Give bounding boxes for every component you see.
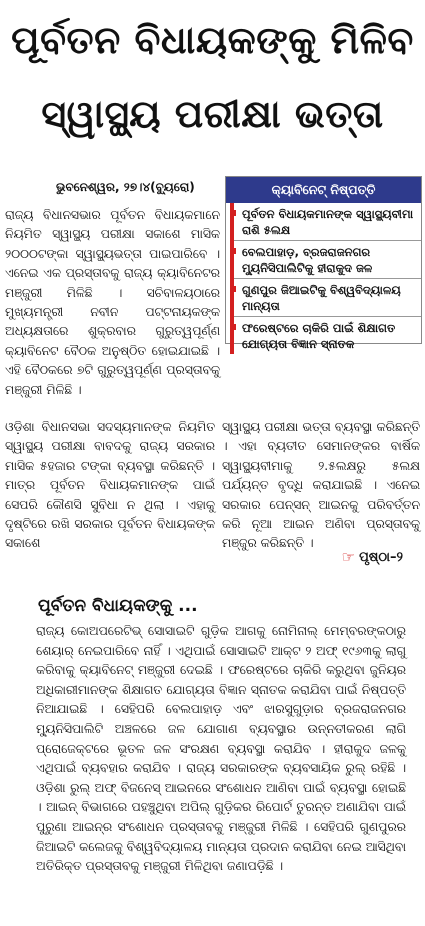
decision-item	[234, 279, 421, 317]
pointing-hand-icon: ☞	[341, 548, 356, 566]
headline-line-2: ସ୍ୱାସ୍ଥ୍ୟ ପରୀକ୍ଷା ଭତ୍ତା	[41, 92, 384, 136]
decision-text: ବେଲପାହାଡ଼, ବ୍ରଜରାଜନଗର ମ୍ୟୁନିସିପାଲିଟିକୁ ହୀରାକୁଦ ଜଳ	[242, 245, 373, 275]
article-body-lower-left	[5, 418, 215, 554]
article-body-right	[222, 418, 420, 554]
bullet-icon	[230, 286, 236, 292]
decision-item	[234, 241, 421, 279]
cabinet-decisions-box	[225, 176, 422, 351]
continued-label: ପୃଷ୍ଠା–୨	[359, 549, 403, 565]
continued-on-page-link[interactable]	[342, 548, 403, 566]
bullet-icon	[230, 210, 236, 216]
dateline: ଭୁବନେଶ୍ୱର, ୨୭।୪(ବ୍ୟୁରୋ)	[56, 180, 195, 194]
headline-line-1: ପୂର୍ବତନ ବିଧାୟକଙ୍କୁ ମିଳିବ	[11, 18, 414, 62]
paragraph: ରାଜ୍ୟ ବିଧାନସଭାର ପୂର୍ବତନ ବିଧାୟକମାନେ ନିୟମିତ ସ୍ୱାସ୍ଥ୍ୟ ପରୀକ୍ଷା ସକାଶେ ମାସିକ ୨୦୦୦ଟଙ୍କା ସ୍ୱାସ୍ଥ୍ୟଭତ୍ତା ପାଇପାରିବେ । ଏନେଇ ଏକ ପ୍ରସ୍ତାବକୁ ରାଜ୍ୟ କ୍ୟାବିନେଟର ମଞ୍ଜୁରୀ ମିଳିଛି । ସଚିବାଳୟଠାରେ ମୁଖ୍ୟମନ୍ତ୍ରୀ ନବୀନ ପଟ୍ଟନାୟକଙ୍କ ଅଧ୍ୟକ୍ଷତାରେ ଶୁକ୍ରବାର ଗୁରୁତ୍ୱପୂର୍ଣ୍ଣ କ୍ୟାବିନେଟ ବୈଠକ ଅନୁଷ୍ଠିତ ହୋଇଯାଇଛି । ଏହି ବୈଠକରେ ୭ଟି ଗୁରୁତ୍ୱପୂର୍ଣ୍ଣ ପ୍ରସ୍ତାବକୁ ମଞ୍ଜୁରୀ ମିଳିଛି ।	[5, 208, 220, 397]
decision-text: ଗୁଣପୁର ଜିଆଇଟିକୁ ବିଶ୍ୱବିଦ୍ୟାଳୟ ମାନ୍ୟତା	[242, 283, 401, 313]
paragraph: ରାଜ୍ୟ କୋଅପରେଟିଭ୍ ସୋସାଇଟି ଗୁଡ଼ିକ ଆଗକୁ ନୋମିନାଲ୍ ମେମ୍ବରଙ୍କଠାରୁ ଶେୟାର୍ ନେଇପାରିବେ ନାହିଁ । ଏଥିପାଇଁ ସୋସାଇଟି ଆକ୍ଟ ୨ ଅଫ୍ ୧୯୬୩କୁ ଲାଗୁ କରିବାକୁ କ୍ୟାବିନେଟ୍ ମଞ୍ଜୁରୀ ଦେଇଛି । ଫରେଷ୍ଟରେ ଚାକିରି କରୁଥିବା ଜୁନିୟର ଅଧିକାରୀମାନଙ୍କ ଶିକ୍ଷାଗତ ଯୋଗ୍ୟତା ବିଜ୍ଞାନ ସ୍ନାତକ କରାଯିବା ପାଇଁ ନିଷ୍ପତ୍ତି ନିଆଯାଇଛି । ସେହିପରି ବେଲପାହାଡ଼ ଏବଂ ଝାରସୁଗୁଡ଼ାର ବ୍ରଜରାଜନଗର ମ୍ୟୁନିସିପାଲିଟି ଅଞ୍ଚଳରେ ଜଳ ଯୋଗାଣ ବ୍ୟବସ୍ଥାର ଉନ୍ନତୀକରଣ ଲାଗି ପ୍ରୋଜେକ୍ଟରେ ଭୂତଳ ଜଳ ସଂରକ୍ଷଣ ବ୍ୟବସ୍ଥା କରାଯିବ । ହୀରାକୁଦ ଜଳକୁ ଏଥିପାଇଁ ବ୍ୟବହାର କରାଯିବ । ରାଜ୍ୟ ସରକାରଙ୍କ ବ୍ୟବସାୟିକ ରୁଲ୍ ରହିଛି । ଓଡ଼ିଶା ରୁଲ୍ ଅଫ୍ ବିଜନେସ୍ ଆଇନରେ ସଂଶୋଧନ ଆଣିବା ପାଇଁ ବ୍ୟବସ୍ଥା ହୋଇଛି । ଆଇନ୍ ବିଭାଗରେ ପହଞ୍ଚୁଥିବା ଅପିଲ୍ ଗୁଡ଼ିକର ରିପୋର୍ଟ ତୁରନ୍ତ ଅଣାଯିବା ପାଇଁ ପୁରୁଣା ଆଇନ୍‌ର ସଂଶୋଧନ ପ୍ରସ୍ତାବକୁ ମଞ୍ଜୁରୀ ମିଳିଛି । ସେହିପରି ଗୁଣପୁରର ଜିଆଇଟି କଲେଜକୁ ବିଶ୍ୱବିଦ୍ୟାଳୟ ମାନ୍ୟତା ପ୍ରଦାନ କରାଯିବା ନେଇ ଆସିଥିବା ଅତିରିକ୍ତ ପ୍ରସ୍ତାବକୁ ମଞ୍ଜୁରୀ ମିଳିଥିବା ଜଣାପଡ଼ିଛି ।	[36, 624, 406, 874]
paragraph: ଓଡ଼ିଶା ବିଧାନସଭା ସଦସ୍ୟମାନଙ୍କ ନିୟମିତ ସ୍ୱାସ୍ଥ୍ୟ ପରୀକ୍ଷା ବାବଦକୁ ରାଜ୍ୟ ସରକାର ମାସିକ ୫ହଜାର ଟଙ୍କା ବ୍ୟବସ୍ଥା କରିଛନ୍ତି । ମାତ୍ର ପୂର୍ବତନ ବିଧାୟକମାନଙ୍କ ପାଇଁ ସେପରି କୌଣସି ସୁବିଧା ନ ଥିଲା । ଏହାକୁ ଦୃଷ୍ଟିରେ ରଖି ସରକାର ପୂର୍ବତନ ବିଧାୟକଙ୍କ ସକାଶେ	[5, 420, 215, 551]
decision-item	[234, 203, 421, 241]
decision-text: ପୂର୍ବତନ ବିଧାୟକମାନଙ୍କ ସ୍ୱାସ୍ଥ୍ୟବୀମା ରାଶି ୫ଲକ୍ଷ	[242, 207, 414, 237]
paragraph: ସ୍ୱାସ୍ଥ୍ୟ ପରୀକ୍ଷା ଭତ୍ତା ବ୍ୟବସ୍ଥା କରିଛନ୍ତି । ଏହା ବ୍ୟତୀତ ସେମାନଙ୍କର ବାର୍ଷିକ ସ୍ୱାସ୍ଥ୍ୟବୀମାକୁ ୨.୫ଲକ୍ଷରୁ ୫ଲକ୍ଷ ପର୍ଯ୍ୟନ୍ତ ବୃଦ୍ଧି କରାଯାଇଛି । ଏନେଇ ସରକାର ପେନ୍‌ସନ୍ ଆଇନକୁ ପରିବର୍ତ୍ତନ କରି ନୂଆ ଆଇନ ଅଣିବା ପ୍ରସ୍ତାବକୁ ମଞ୍ଜୁର କରିଛନ୍ତି ।	[222, 420, 420, 551]
decision-item	[234, 317, 421, 354]
article-body-left	[5, 206, 220, 400]
bullet-icon	[230, 324, 236, 330]
continuation-title: ପୂର୍ବତନ ବିଧାୟକଙ୍କୁ ...	[38, 596, 198, 616]
continuation-body	[36, 622, 406, 877]
decision-text: ଫରେଷ୍ଟରେ ଚାକିରି ପାଇଁ ଶିକ୍ଷାଗତ ଯୋଗ୍ୟତା ବିଜ୍ଞାନ ସ୍ନାତକ	[242, 321, 396, 351]
decision-list	[230, 203, 421, 354]
bullet-icon	[230, 248, 236, 254]
box-title: କ୍ୟାବିନେଟ୍ ନିଷ୍ପତ୍ତି	[226, 177, 421, 203]
